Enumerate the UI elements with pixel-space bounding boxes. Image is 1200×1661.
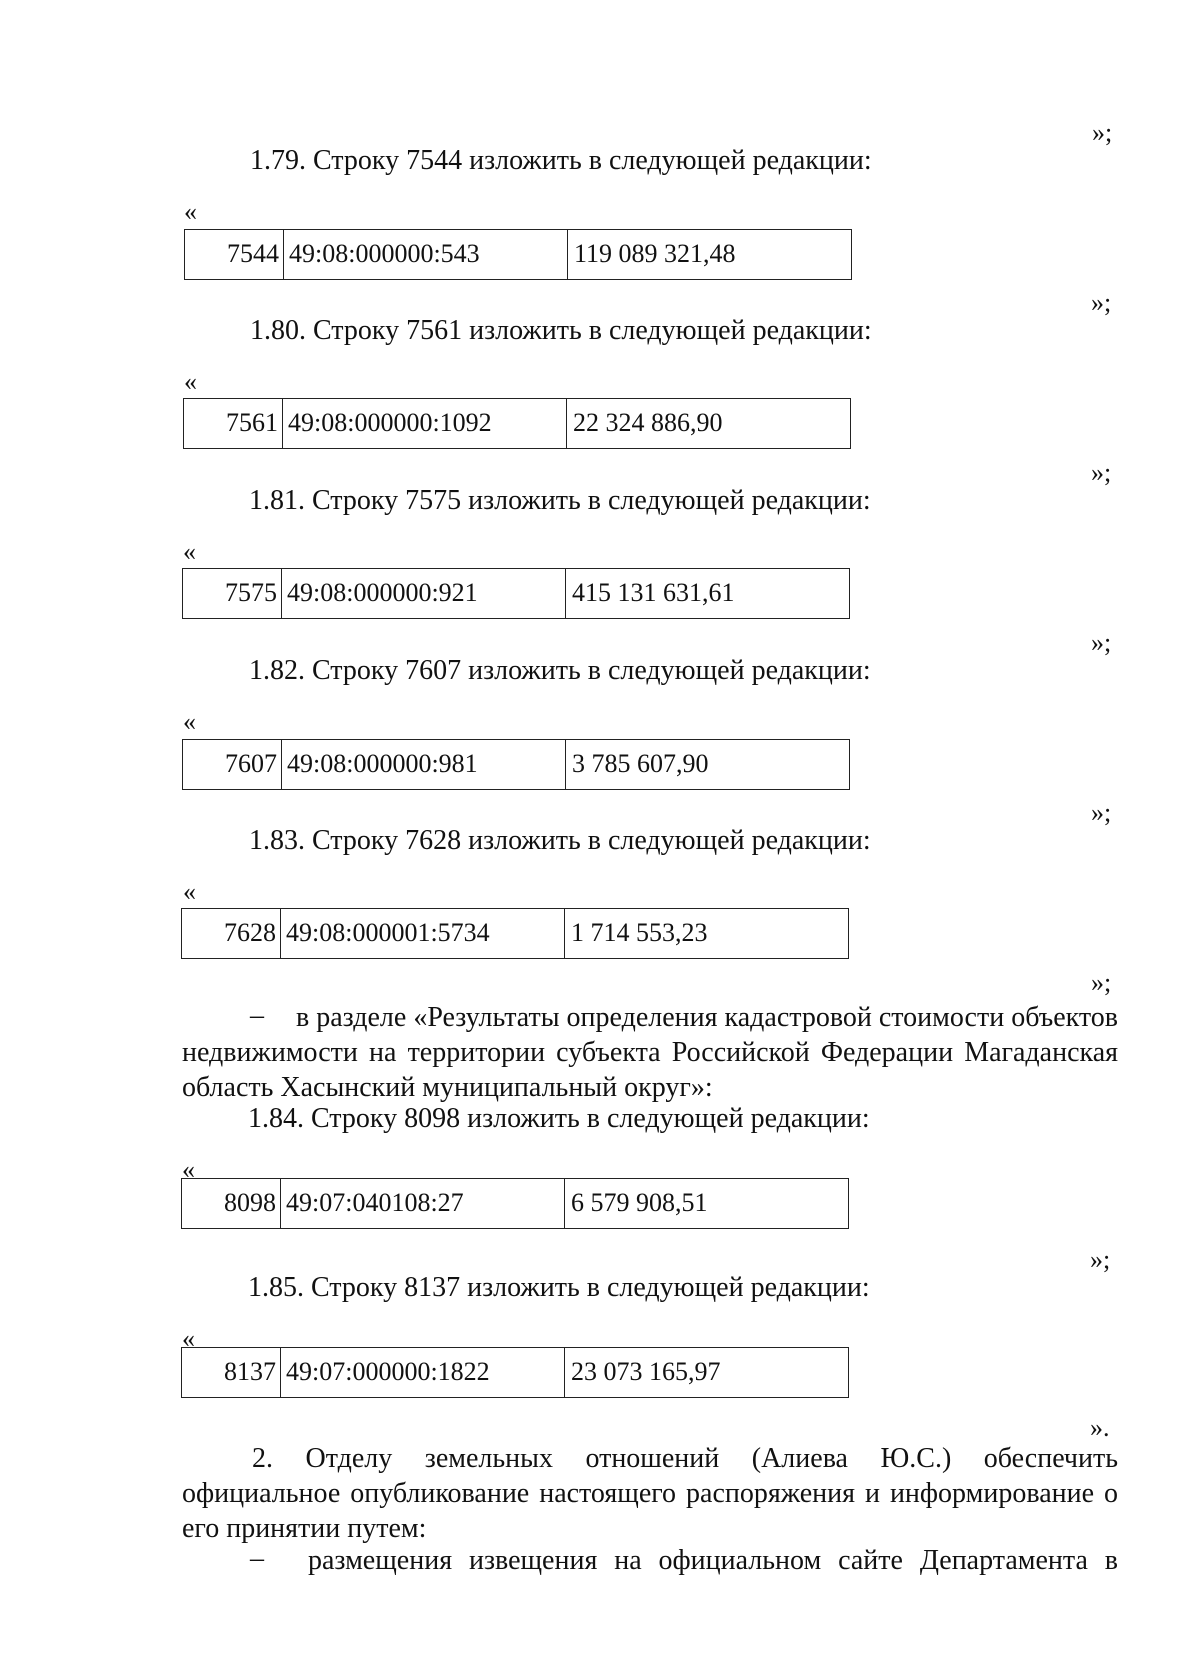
paragraph-line: официальное опубликование настоящего распоряжения и информирование о (182, 1478, 1118, 1509)
opening-quote-mark: « (183, 707, 196, 736)
closing-quote-mark: »; (1091, 798, 1112, 827)
cadastral-value-cell: 119 089 321,48 (574, 239, 736, 268)
table-row (182, 568, 850, 619)
cadastral-value-cell: 23 073 165,97 (571, 1357, 721, 1386)
closing-quote-mark: »; (1091, 968, 1112, 997)
closing-quote-mark: »; (1090, 1245, 1111, 1274)
closing-quote-mark: ». (1090, 1413, 1110, 1442)
item-heading: 1.79. Строку 7544 изложить в следующей редакции: (250, 145, 872, 176)
cadastral-value-cell: 415 131 631,61 (572, 578, 735, 607)
item-heading: 1.84. Строку 8098 изложить в следующей редакции: (248, 1103, 870, 1134)
point-2-paragraph (182, 1441, 1118, 1546)
opening-quote-mark: « (183, 537, 196, 566)
paragraph-line: область Хасынский муниципальный округ»: (182, 1072, 713, 1103)
item-heading: 1.82. Строку 7607 изложить в следующей редакции: (249, 655, 871, 686)
row-number-cell: 7544 (185, 230, 284, 279)
table-row (181, 1178, 849, 1229)
row-number-cell: 7575 (183, 569, 282, 618)
cadastral-value-cell: 6 579 908,51 (571, 1188, 708, 1217)
paragraph-line: размещения извещения на официальном сайте Департамента в (308, 1545, 1118, 1576)
item-heading: 1.85. Строку 8137 изложить в следующей редакции: (248, 1272, 870, 1303)
cadastral-value-cell: 1 714 553,23 (571, 918, 708, 947)
row-number-cell: 8137 (182, 1348, 281, 1397)
list-dash: – (250, 1000, 264, 1031)
cadastral-number-cell: 49:08:000000:543 (284, 230, 568, 279)
opening-quote-mark: « (182, 1155, 195, 1184)
table-row (182, 739, 850, 790)
item-heading: 1.80. Строку 7561 изложить в следующей редакции: (250, 315, 872, 346)
table-row (181, 1347, 849, 1398)
cadastral-value-cell: 3 785 607,90 (572, 749, 709, 778)
paragraph-line: в разделе «Результаты определения кадастровой стоимости объектов (296, 1002, 1118, 1033)
row-number-cell: 7628 (182, 909, 281, 958)
closing-quote-mark: »; (1091, 458, 1112, 487)
closing-quote-mark: »; (1092, 118, 1113, 147)
paragraph-line: недвижимости на территории субъекта Российской Федерации Магаданская (182, 1037, 1118, 1068)
table-row (181, 908, 849, 959)
table-row (184, 229, 852, 280)
section-intro-paragraph (182, 1000, 1118, 1105)
opening-quote-mark: « (184, 197, 197, 226)
list-dash: – (250, 1543, 264, 1574)
row-number-cell: 8098 (182, 1179, 281, 1228)
closing-quote-mark: »; (1091, 288, 1112, 317)
opening-quote-mark: « (183, 877, 196, 906)
table-row (183, 398, 851, 449)
opening-quote-mark: « (184, 367, 197, 396)
item-heading: 1.81. Строку 7575 изложить в следующей редакции: (249, 485, 871, 516)
bullet-paragraph (308, 1543, 1118, 1578)
cadastral-number-cell: 49:07:000000:1822 (281, 1348, 565, 1397)
cadastral-number-cell: 49:08:000000:921 (282, 569, 566, 618)
opening-quote-mark: « (182, 1324, 195, 1353)
cadastral-number-cell: 49:07:040108:27 (281, 1179, 565, 1228)
row-number-cell: 7607 (183, 740, 282, 789)
row-number-cell: 7561 (184, 399, 283, 448)
cadastral-value-cell: 22 324 886,90 (573, 408, 723, 437)
cadastral-number-cell: 49:08:000000:1092 (283, 399, 567, 448)
paragraph-line: 2. Отделу земельных отношений (Алиева Ю.С.) обеспечить (252, 1443, 1118, 1474)
closing-quote-mark: »; (1091, 628, 1112, 657)
cadastral-number-cell: 49:08:000000:981 (282, 740, 566, 789)
item-heading: 1.83. Строку 7628 изложить в следующей редакции: (249, 825, 871, 856)
paragraph-line: его принятии путем: (182, 1513, 427, 1544)
cadastral-number-cell: 49:08:000001:5734 (281, 909, 565, 958)
